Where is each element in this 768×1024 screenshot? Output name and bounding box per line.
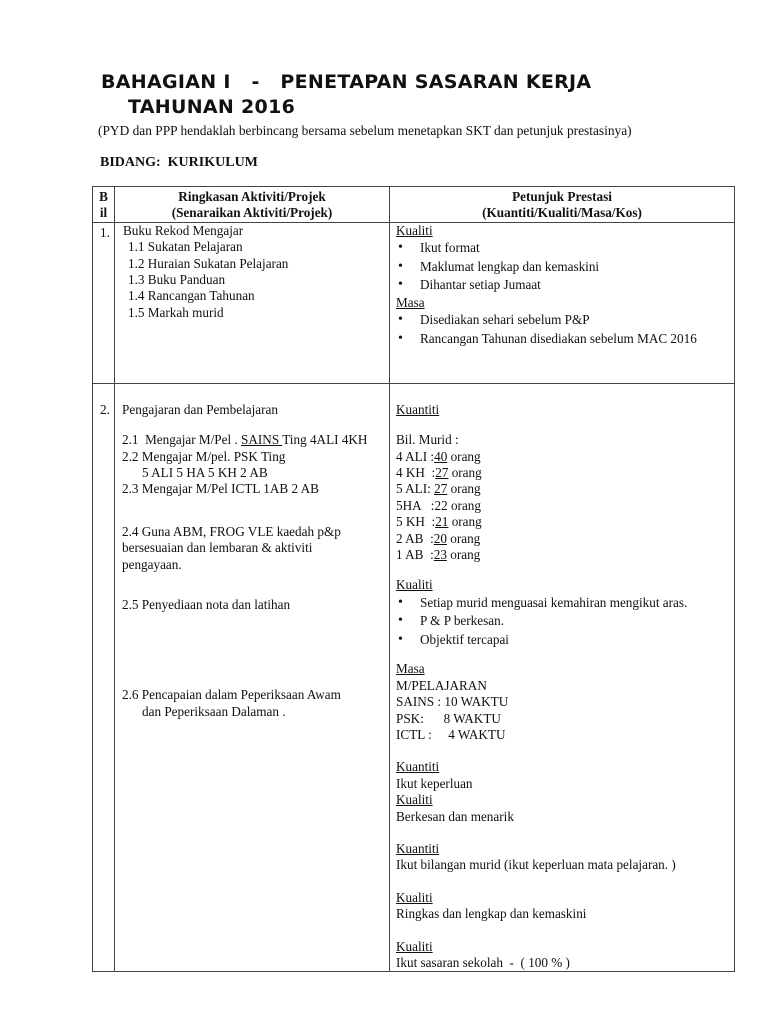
activity-main: Pengajaran dan Pembelajaran bbox=[122, 401, 278, 417]
kuantiti-value: Ikut bilangan murid (ikut keperluan mata pelajaran. ) bbox=[396, 857, 676, 873]
class-count: 5 KH :21 orang bbox=[396, 514, 482, 530]
list-item: 1.2 Huraian Sukatan Pelajaran bbox=[128, 255, 289, 271]
table-header-row bbox=[93, 187, 735, 223]
kualiti-label: Kualiti bbox=[396, 889, 433, 905]
header-bil: B il bbox=[93, 187, 115, 223]
list-item: • Ikut format bbox=[396, 239, 730, 258]
kuantiti-value: Ikut keperluan bbox=[396, 775, 473, 791]
row2-bil: 2. bbox=[93, 383, 115, 972]
header-activity: Ringkasan Aktiviti/Projek (Senaraikan Aktiviti/Projek) bbox=[115, 187, 390, 223]
bidang-label: BIDANG: bbox=[100, 155, 161, 170]
class-count: 4 ALI :40 orang bbox=[396, 448, 481, 464]
waktu-line: PSK: 8 WAKTU bbox=[396, 710, 501, 726]
kualiti-value: Berkesan dan menarik bbox=[396, 808, 514, 824]
kualiti-label: Kualiti bbox=[396, 938, 433, 954]
list-item: • Maklumat lengkap dan kemaskini bbox=[396, 258, 730, 277]
kualiti-value: Ikut sasaran sekolah - ( 100 % ) bbox=[396, 955, 570, 971]
list-item: • P & P berkesan. bbox=[396, 612, 730, 631]
activity-2-2-classes: 5 ALI 5 HA 5 KH 2 AB bbox=[142, 465, 268, 480]
list-item: 1.1 Sukatan Pelajaran bbox=[128, 239, 243, 255]
kuantiti-label: Kuantiti bbox=[396, 401, 440, 417]
bidang-value: KURIKULUM bbox=[167, 155, 258, 170]
mpelajaran-label: M/PELAJARAN bbox=[396, 677, 487, 693]
class-count: 2 AB :20 orang bbox=[396, 530, 481, 546]
class-count: 4 KH :27 orang bbox=[396, 465, 482, 480]
waktu-line: SAINS : 10 WAKTU bbox=[396, 694, 509, 710]
page-title bbox=[101, 70, 741, 120]
bil-murid-label: Bil. Murid : bbox=[396, 432, 459, 448]
row1-bil: 1. bbox=[93, 222, 115, 383]
list-item: 1.5 Markah murid bbox=[128, 304, 224, 320]
activity-2-6: 2.6 Pencapaian dalam Peperiksaan Awam bbox=[122, 687, 341, 703]
list-item: • Setiap murid menguasai kemahiran mengikut aras. bbox=[396, 594, 730, 613]
title-line-1: BAHAGIAN I - PENETAPAN SASARAN KERJA bbox=[101, 71, 592, 93]
activity-2-1: 2.1 Mengajar M/Pel . SAINS Ting 4ALI 4KH bbox=[122, 432, 368, 448]
kualiti-label: Kualiti bbox=[396, 222, 433, 238]
list-item: 1.4 Rancangan Tahunan bbox=[128, 288, 255, 304]
list-item: 1.3 Buku Panduan bbox=[128, 272, 226, 287]
activity-main: Buku Rekod Mengajar bbox=[123, 222, 244, 238]
title-line-2: TAHUNAN 2016 bbox=[128, 96, 296, 118]
kualiti-label: Kualiti bbox=[396, 792, 433, 808]
class-count: 5 ALI: 27 orang bbox=[396, 481, 481, 497]
table-row bbox=[93, 222, 735, 383]
class-count: 5HA :22 orang bbox=[396, 497, 481, 513]
kuantiti-label: Kuantiti bbox=[396, 841, 440, 856]
activity-2-4: 2.4 Guna ABM, FROG VLE kaedah p&p bbox=[122, 523, 341, 539]
table-row bbox=[93, 383, 735, 972]
class-count: 1 AB :23 orang bbox=[396, 547, 481, 563]
kualiti-value: Ringkas dan lengkap dan kemaskini bbox=[396, 906, 587, 922]
waktu-line: ICTL : 4 WAKTU bbox=[396, 726, 506, 742]
list-item: • Dihantar setiap Jumaat bbox=[396, 276, 730, 295]
row1-indicator bbox=[390, 222, 735, 383]
masa-label: Masa bbox=[396, 294, 425, 310]
activity-2-3: 2.3 Mengajar M/Pel ICTL 1AB 2 AB bbox=[122, 481, 319, 497]
list-item: • Disediakan sehari sebelum P&P bbox=[396, 311, 730, 330]
row1-activity bbox=[115, 222, 390, 383]
kualiti-label: Kualiti bbox=[396, 577, 433, 593]
header-indicator: Petunjuk Prestasi (Kuantiti/Kualiti/Masa/Kos) bbox=[390, 187, 735, 223]
instruction-note: (PYD dan PPP hendaklah berbincang bersama sebelum menetapkan SKT dan petunjuk prestasinya) bbox=[98, 123, 632, 138]
masa-label: Masa bbox=[396, 661, 425, 677]
list-item: • Rancangan Tahunan disediakan sebelum MAC 2016 bbox=[396, 330, 730, 349]
bidang-line bbox=[100, 155, 258, 171]
skt-table bbox=[92, 186, 735, 972]
row2-indicator bbox=[390, 383, 735, 972]
activity-2-2: 2.2 Mengajar M/pel. PSK Ting bbox=[122, 448, 286, 464]
row2-activity: Pengajaran dan Pembelajaran 2.1 Mengajar M/Pel . SAINS Ting 4ALI 4KH 2.2 Mengajar M/pel. PSK Ting 5 ALI 5 HA 5 KH 2 AB 2.3 Mengajar M/Pel ICTL 1AB 2 AB 2.4 Guna ABM, FROG VLE kaedah p&p bersesuaian dan lembaran & aktiviti pengayaan. 2.5 Penyediaan nota dan latihan 2.6 Pencapaian dalam Peperiksaan Awam dan Peperiksaan Dalaman . bbox=[115, 383, 390, 972]
list-item: • Objektif tercapai bbox=[396, 631, 730, 650]
kuantiti-label: Kuantiti bbox=[396, 759, 440, 775]
activity-2-5: 2.5 Penyediaan nota dan latihan bbox=[122, 597, 291, 613]
